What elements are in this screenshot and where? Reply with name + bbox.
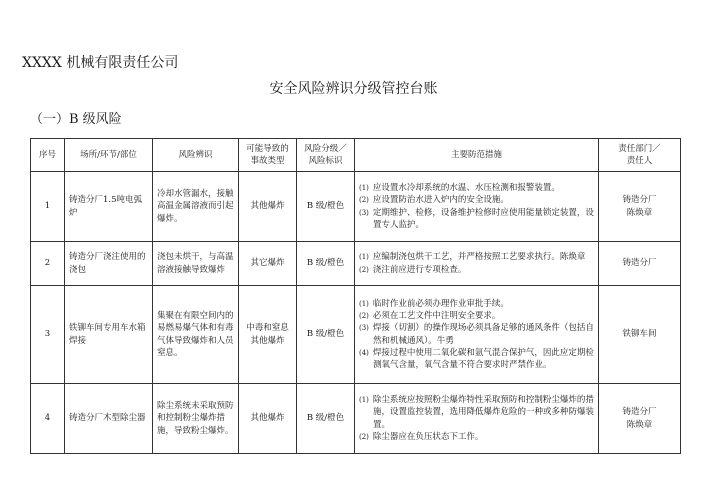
measure-item: (4) 焊接过程中使用二氧化碳和氩气混合保护气，因此应定期检测氧气含量，氧气含量不符合要求时严禁作业。 xyxy=(359,347,594,371)
risk-ledger-table xyxy=(30,138,681,454)
owner-cell: 铸造分厂 陈焕章 xyxy=(599,172,681,242)
row-number: 2 xyxy=(31,242,65,286)
risk-cell: 集聚在有限空间内的易燃易爆气体和有毒气体导致爆炸和人员窒息。 xyxy=(153,286,239,384)
place-cell: 铸造分厂1.5吨电弧炉 xyxy=(65,172,153,242)
measures-cell xyxy=(355,242,599,286)
risk-level-cell: B 级/橙色 xyxy=(297,172,355,242)
measures-list xyxy=(359,298,594,372)
measure-item: (3) 定期维护、检修，设备维护检修时应使用能量锁定装置，设置专人监护。 xyxy=(359,207,594,230)
measure-item: (2) 应设置防治水进入炉内的安全设施。 xyxy=(359,195,509,206)
measures-list xyxy=(359,251,594,276)
accident-type-cell: 其他爆炸 xyxy=(239,172,297,242)
measure-item: (1) 除尘系统应按照粉尘爆炸特性采取预防和控制粉尘爆炸的措施，设置监控装置，选用降低爆炸危险的一种或多种防爆装置。 xyxy=(359,394,595,430)
owner-cell: 铸造分厂 xyxy=(599,242,681,286)
accident-type-cell: 其他爆炸 xyxy=(239,384,297,454)
measures-cell xyxy=(355,384,599,454)
header-seq: 序号 xyxy=(31,139,65,172)
risk-level-cell: B 级/橙色 xyxy=(297,286,355,384)
risk-level-cell: B 级/橙色 xyxy=(297,384,355,454)
section-heading: （一）B 级风险 xyxy=(30,112,122,127)
measures-cell xyxy=(355,172,599,242)
measures-list xyxy=(359,182,594,231)
measure-item: (3) 焊接（切割）的操作现场必须具备足够的通风条件（包括自 然和机械通风）。牛勇 xyxy=(359,323,594,346)
company-name: XXXX 机械有限责任公司 xyxy=(22,55,179,71)
accident-type-cell: 其它爆炸 xyxy=(239,242,297,286)
header-measures: 主要防范措施 xyxy=(355,139,599,172)
table-row xyxy=(31,172,681,242)
place-cell: 铁铆车间专用车水箱焊接 xyxy=(65,286,153,384)
place-cell: 铸造分厂木型除尘器 xyxy=(65,384,153,454)
accident-type-cell: 中毒和窒息 其他爆炸 xyxy=(239,286,297,384)
header-level: 风险分级／ 风险标识 xyxy=(297,139,355,172)
measure-item: (1) 临时作业前必须办理作业审批手续。 xyxy=(359,298,509,309)
table-header-row xyxy=(31,139,681,172)
risk-cell: 冷却水管漏水，接触高温金属溶液而引起爆炸。 xyxy=(153,172,239,242)
measure-item: (2) 必须在工艺文件中注明安全要求。 xyxy=(359,310,501,321)
header-accident: 可能导致的 事故类型 xyxy=(239,139,297,172)
table-row xyxy=(31,242,681,286)
header-place: 场所/环节/部位 xyxy=(65,139,153,172)
risk-cell: 浇包未烘干，与高温溶液接触导致爆炸 xyxy=(153,242,239,286)
header-owner: 责任部门／ 责任人 xyxy=(599,139,681,172)
measure-item: (1) 应编制浇包烘干工艺，并严格按照工艺要求执行。陈焕章 xyxy=(359,252,586,263)
measure-item: (2) 浇注前应进行专项检查。 xyxy=(359,264,467,275)
place-cell: 铸造分厂浇注使用的浇包 xyxy=(65,242,153,286)
measures-list xyxy=(359,394,594,443)
measures-cell xyxy=(355,286,599,384)
header-risk: 风险辨识 xyxy=(153,139,239,172)
measure-item: (1) 应设置水冷却系统的水温、水压检测和报警装置。 xyxy=(359,182,560,193)
risk-level-cell: B 级/橙色 xyxy=(297,242,355,286)
owner-cell: 铸造分厂 陈焕章 xyxy=(599,384,681,454)
row-number: 4 xyxy=(31,384,65,454)
table-row xyxy=(31,286,681,384)
measure-item: (2) 除尘器应在负压状态下工作。 xyxy=(359,431,484,442)
row-number: 1 xyxy=(31,172,65,242)
document-title: 安全风险辨识分级管控台账 xyxy=(269,81,438,97)
table-row xyxy=(31,384,681,454)
risk-cell: 除尘系统未采取预防和控制粉尘爆炸措施，导致粉尘爆炸。 xyxy=(153,384,239,454)
row-number: 3 xyxy=(31,286,65,384)
owner-cell: 铁铆车间 xyxy=(599,286,681,384)
